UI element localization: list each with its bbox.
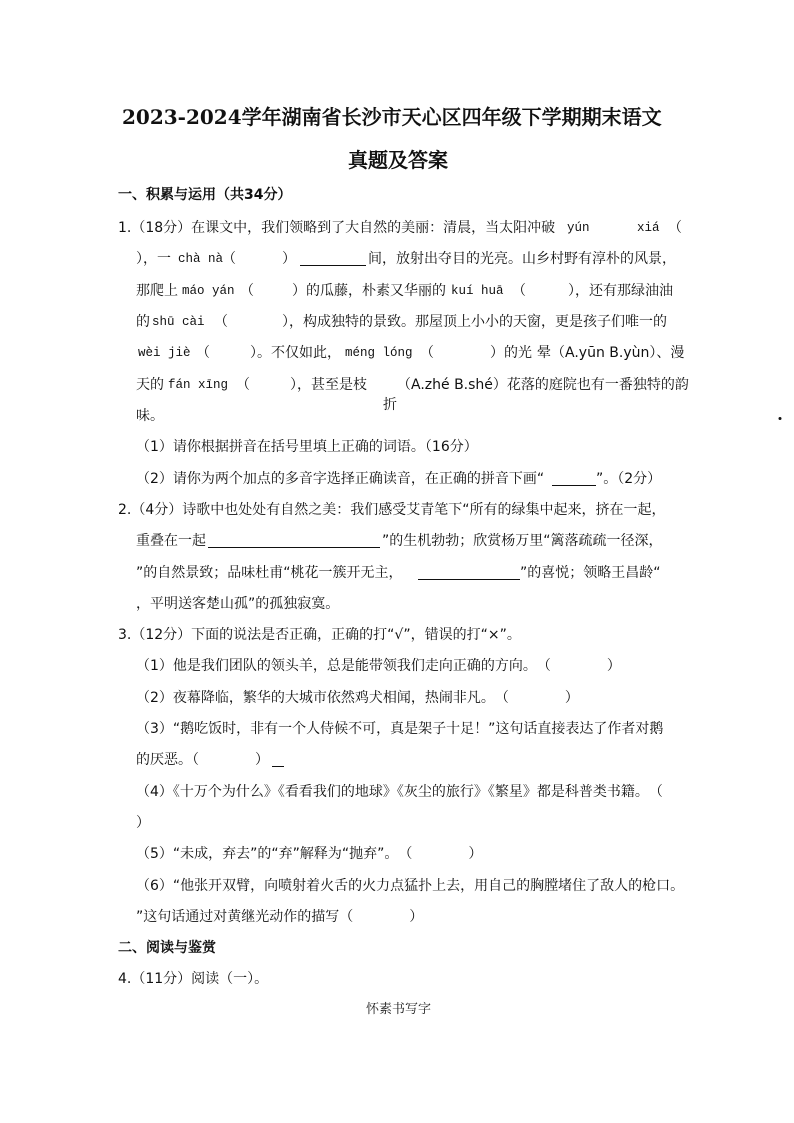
paren-close: ）	[282, 251, 296, 267]
paren-open: （	[240, 283, 254, 299]
paren-open: （	[420, 345, 434, 361]
section-heading-2: 二、阅读与鉴赏	[118, 940, 216, 956]
section-heading-1: 一、积累与运用（共34分）	[118, 187, 292, 203]
q1-line3-mid: ）的瓜藤，朴素又华丽的	[292, 283, 446, 299]
pinyin-maoyan: máo yán	[182, 284, 235, 298]
pinyin-chana: chà nà	[178, 252, 224, 266]
page-title-line2: 真题及答案	[348, 148, 448, 172]
q3-item-6a: （6）“他张开双臂，向喷射着火舌的火力点猛扑上去，用自己的胸膛堵住了敌人的枪口。	[136, 878, 685, 894]
q3-line1: 3.（12分）下面的说法是否正确，正确的打“√”，错误的打“×”。	[118, 627, 521, 643]
q1-sub2-end: ”。（2分）	[596, 471, 662, 487]
q2-line3-start: ”的自然景致；品味杜甫“桃花一簇开无主，	[136, 565, 403, 581]
paren-open: （	[236, 377, 250, 393]
q1-line3-end: ），还有那绿油油	[568, 283, 673, 299]
q1-line2-end: 间，放射出夺目的光亮。山乡村野有淳朴的风景，	[368, 251, 676, 267]
page-footer: 怀素书写字	[366, 1002, 432, 1017]
pinyin-yunxia-2: xiá	[637, 221, 660, 235]
q1-sub2-start: （2）请你为两个加点的多音字选择正确读音，在正确的拼音下画“	[136, 471, 545, 487]
answer-blank[interactable]	[272, 750, 284, 773]
pinyin-yunxia-1: yún	[567, 221, 590, 235]
answer-blank[interactable]	[300, 249, 366, 272]
q2-line2-start: 重叠在一起	[136, 533, 206, 549]
pinyin-fanxing: fán xīng	[168, 378, 229, 392]
paren-open: （	[668, 220, 682, 236]
q3-item-2: （2）夜幕降临，繁华的大城市依然鸡犬相闻，热闹非凡。 （ ）	[136, 690, 579, 706]
paren-open: （	[222, 251, 236, 267]
q3-item-4b: ）	[136, 815, 150, 831]
q3-item-1: （1）他是我们团队的领头羊，总是能带领我们走向正确的方向。 （ ）	[136, 658, 621, 674]
q1-line4-start: 的	[136, 314, 150, 330]
q1-line6-start: 天的	[136, 377, 164, 393]
q1-line4-end: ），构成独特的景致。那屋顶上小小的天窗，更是孩子们唯一的	[282, 314, 667, 330]
q1-line3-start: 那爬上	[136, 283, 178, 299]
pinyin-menglong: méng lóng	[345, 346, 413, 360]
q3-item-4a: （4）《十万个为什么》《看看我们的地球》《灰尘的旅行》《繁星》都是科普类书籍。 （	[136, 784, 663, 800]
q1-line6-mid: ），甚至是枝	[290, 377, 367, 393]
q2-line4: ，平明送客楚山孤”的孤独寂寞。	[136, 596, 340, 612]
pinyin-kuihua: kuí huā	[451, 284, 504, 298]
q1-line5-end: （A.yūn B.yùn）、漫	[551, 345, 685, 361]
pinyin-weijie: wèi jiè	[138, 346, 191, 360]
q1-line6-end: （A.zhé B.shé）花落的庭院也有一番独特的韵	[397, 377, 689, 393]
q1-line5-guang: ）的光	[490, 345, 532, 361]
pinyin-shucai: shū cài	[152, 315, 205, 329]
dotted-char-yun: 晕	[537, 343, 794, 363]
question-4: 4.（11分）阅读（一）。	[118, 971, 269, 987]
q3-item-3b: 的厌恶。（ ）	[136, 752, 269, 768]
q1-line5-mid: ）。不仅如此，	[250, 345, 341, 361]
answer-blank[interactable]	[418, 563, 520, 586]
answer-blank[interactable]	[552, 469, 596, 492]
answer-blank[interactable]	[208, 531, 380, 554]
paren-open: （	[196, 345, 210, 361]
q3-item-5: （5）“未成，弃去”的“弃”解释为“抛弃”。 （ ）	[136, 846, 483, 862]
q2-line3-end: ”的喜悦；领略王昌龄“	[520, 565, 661, 581]
q2-line1: 2.（4分）诗歌中也处处有自然之美：我们感受艾青笔下“所有的绿集中起来，挤在一起，	[118, 502, 666, 518]
dotted-char-zhe: 折	[383, 395, 794, 415]
q2-line2-end: ”的生机勃勃；欣赏杨万里“篱落疏疏一径深，	[382, 533, 663, 549]
q1-sub1: （1）请你根据拼音在括号里填上正确的词语。（16分）	[136, 439, 478, 455]
q1-line2-start: ），一	[136, 251, 171, 267]
paren-open: （	[512, 283, 526, 299]
page-title-line1: 2023-2024学年湖南省长沙市天心区四年级下学期期末语文	[122, 105, 662, 129]
q1-line1-text: 1.（18分）在课文中，我们领略到了大自然的美丽：清晨，当太阳冲破	[118, 220, 556, 236]
q1-line7: 味。	[136, 408, 164, 424]
q3-item-3a: （3）“鹅吃饭时，非有一个人侍候不可，真是架子十足！”这句话直接表达了作者对鹅	[136, 721, 664, 737]
q3-item-6b: ”这句话通过对黄继光动作的描写（ ）	[136, 909, 424, 925]
paren-open: （	[214, 314, 228, 330]
